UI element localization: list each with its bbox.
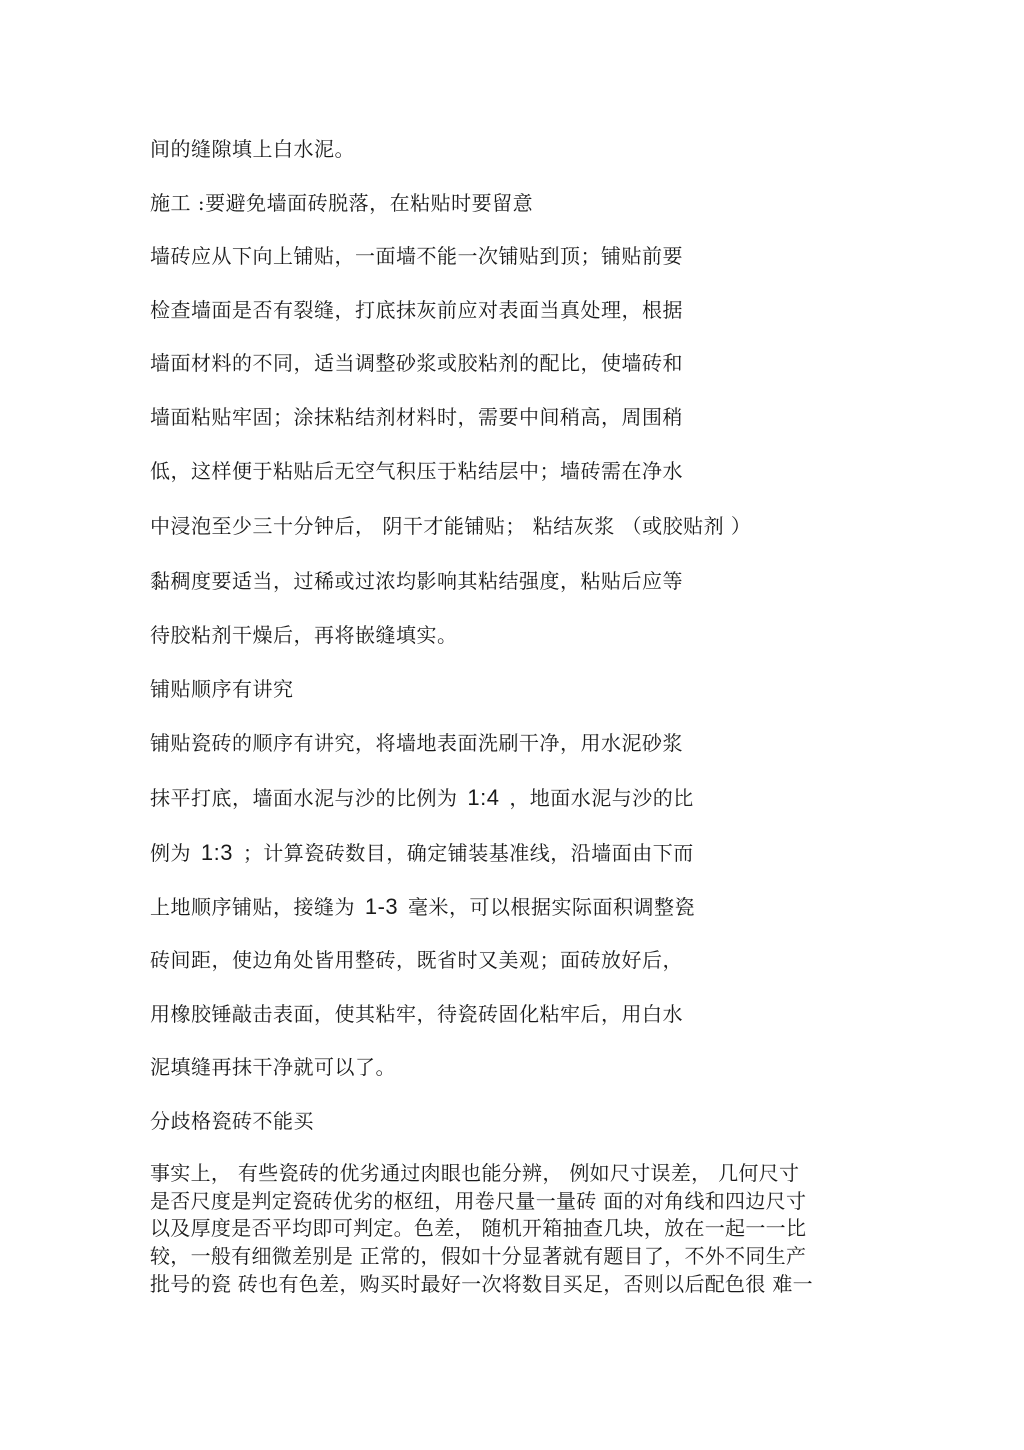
section-heading-quality: 分歧格瓷砖不能买	[150, 1109, 314, 1133]
paragraph-line: 中浸泡至少三十分钟后， 阴干才能铺贴； 粘结灰浆 （或胶贴剂 ）	[150, 514, 752, 538]
paragraph-line: 墙面材料的不同，适当调整砂浆或胶粘剂的配比，使墙砖和	[150, 351, 683, 375]
text-segment: 毫米，可以根据实际面积调整瓷	[408, 895, 696, 919]
text-segment: 例为	[150, 841, 191, 865]
paragraph-line: 间的缝隙填上白水泥。	[150, 137, 355, 161]
text-segment: ，地面水泥与沙的比	[509, 786, 694, 810]
ratio-value: 1:4	[467, 785, 500, 810]
gap-value: 1-3	[364, 894, 399, 919]
paragraph-line	[150, 894, 695, 920]
paragraph-line	[150, 785, 694, 811]
paragraph-line: 用橡胶锤敲击表面，使其粘牢，待瓷砖固化粘牢后，用白水	[150, 1002, 683, 1026]
paragraph-line: 砖间距，使边角处皆用整砖，既省时又美观；面砖放好后，	[150, 948, 683, 972]
paragraph-line: 以及厚度是否平均即可判定。色差， 随机开箱抽查几块，放在一起一一比	[150, 1216, 807, 1240]
paragraph-line: 墙砖应从下向上铺贴，一面墙不能一次铺贴到顶；铺贴前要	[150, 244, 683, 268]
text-segment: 抹平打底，墙面水泥与沙的比例为	[150, 786, 458, 810]
paragraph-line: 泥填缝再抹干净就可以了。	[150, 1055, 396, 1079]
paragraph-line: 批号的瓷 砖也有色差，购买时最好一次将数目买足，否则以后配色很 难一	[150, 1272, 813, 1296]
section-heading-order: 铺贴顺序有讲究	[150, 677, 294, 701]
paragraph-line: 墙面粘贴牢固；涂抹粘结剂材料时，需要中间稍高，周围稍	[150, 405, 683, 429]
paragraph-line	[150, 840, 694, 866]
paragraph-line: 黏稠度要适当，过稀或过浓均影响其粘结强度，粘贴后应等	[150, 569, 683, 593]
paragraph-line: 事实上， 有些瓷砖的优劣通过肉眼也能分辨， 例如尺寸误差， 几何尺寸	[150, 1161, 800, 1185]
paragraph-line: 铺贴瓷砖的顺序有讲究，将墙地表面洗刷干净，用水泥砂浆	[150, 731, 683, 755]
text-segment: 上地顺序铺贴，接缝为	[150, 895, 355, 919]
paragraph-line: 低，这样便于粘贴后无空气积压于粘结层中；墙砖需在净水	[150, 459, 683, 483]
section-heading-construction: 施工 :要避免墙面砖脱落，在粘贴时要留意	[150, 191, 534, 215]
text-segment: ；计算瓷砖数目，确定铺装基准线，沿墙面由下而	[242, 841, 694, 865]
paragraph-line: 较，一般有细微差别是 正常的，假如十分显著就有题目了，不外不同生产	[150, 1244, 807, 1268]
paragraph-line: 待胶粘剂干燥后，再将嵌缝填实。	[150, 623, 458, 647]
paragraph-line: 是否尺度是判定瓷砖优劣的枢纽，用卷尺量一量砖 面的对角线和四边尺寸	[150, 1189, 807, 1213]
ratio-value: 1:3	[200, 840, 233, 865]
paragraph-line: 检查墙面是否有裂缝，打底抹灰前应对表面当真处理，根据	[150, 298, 683, 322]
